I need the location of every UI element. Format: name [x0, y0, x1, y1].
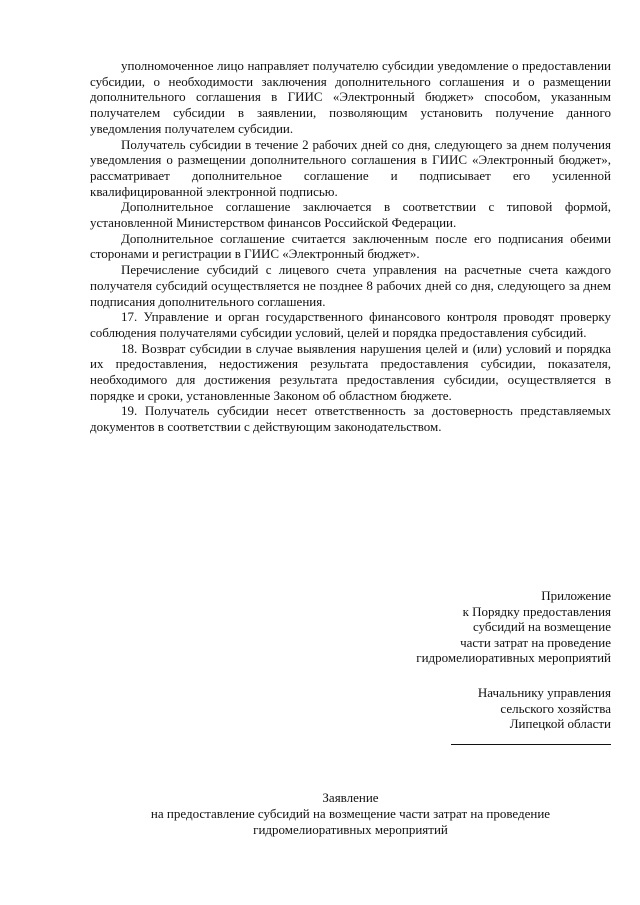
addressee-line: сельского хозяйства — [500, 700, 611, 716]
appendix-header — [416, 588, 611, 666]
paragraph-19-responsibility: 19. Получатель субсидии несет ответственность за достоверность представляемых документов в соответствии с действующим законодательством. — [90, 403, 611, 435]
paragraph-standard-form: Дополнительное соглашение заключается в соответствии с типовой формой, установленной Министерством финансов Российской Федерации. — [90, 199, 611, 231]
paragraph-concluded: Дополнительное соглашение считается заключенным после его подписания обеими сторонами и регистрации в ГИИС «Электронный бюджет». — [90, 230, 611, 262]
paragraph-notification: уполномоченное лицо направляет получателю субсидии уведомление о предоставлении субсидии, о необходимости заключения дополнительного соглашения и о размещении дополнительного соглашения в ГИИС «Электронный бюджет» способом, указанным получателем субсидии в заявлении, позволяющим установить получение данного уведомления получателем субсидии. — [90, 58, 611, 136]
addressee-line: Липецкой области — [509, 716, 611, 731]
appendix-line: к Порядку предоставления — [462, 603, 611, 619]
application-subtitle: гидромелиоративных мероприятий — [253, 822, 448, 837]
appendix-line: части затрат на проведение — [460, 634, 611, 650]
paragraph-transfer: Перечисление субсидий с лицевого счета управления на расчетные счета каждого получателя субсидий осуществляется не позднее 8 рабочих дней со дня, следующего за днем подписания дополнительного соглашения. — [90, 262, 611, 309]
appendix-line: Приложение — [541, 588, 611, 603]
paragraph-signing: Получатель субсидии в течение 2 рабочих дней со дня, следующего за днем получения уведомления о размещении дополнительного соглашения в ГИИС «Электронный бюджет», рассматривает дополнительное соглашение и подписывает его усиленной квалифицированной электронной подписью. — [90, 136, 611, 199]
document-body — [90, 58, 611, 435]
appendix-line: гидромелиоративных мероприятий — [416, 650, 611, 665]
paragraph-18-refund: 18. Возврат субсидии в случае выявления нарушения целей и (или) условий и порядка их предоставления, недостижения результата предоставления субсидии, показателя, необходимого для достижения результата предоставления субсидии, осуществляется в порядке и сроки, установленные Законом об областном бюджете. — [90, 340, 611, 403]
application-title: Заявление — [322, 790, 379, 805]
signature-blank-line — [451, 732, 611, 745]
paragraph-17-control: 17. Управление и орган государственного финансового контроля проводят проверку соблюдения получателями субсидии условий, целей и порядка предоставления субсидий. — [90, 309, 611, 340]
application-subtitle: на предоставление субсидий на возмещение части затрат на проведение — [150, 806, 551, 821]
addressee-block — [451, 685, 611, 748]
addressee-line: Начальнику управления — [477, 685, 611, 700]
appendix-line: субсидий на возмещение — [473, 619, 611, 634]
application-heading — [90, 790, 611, 838]
